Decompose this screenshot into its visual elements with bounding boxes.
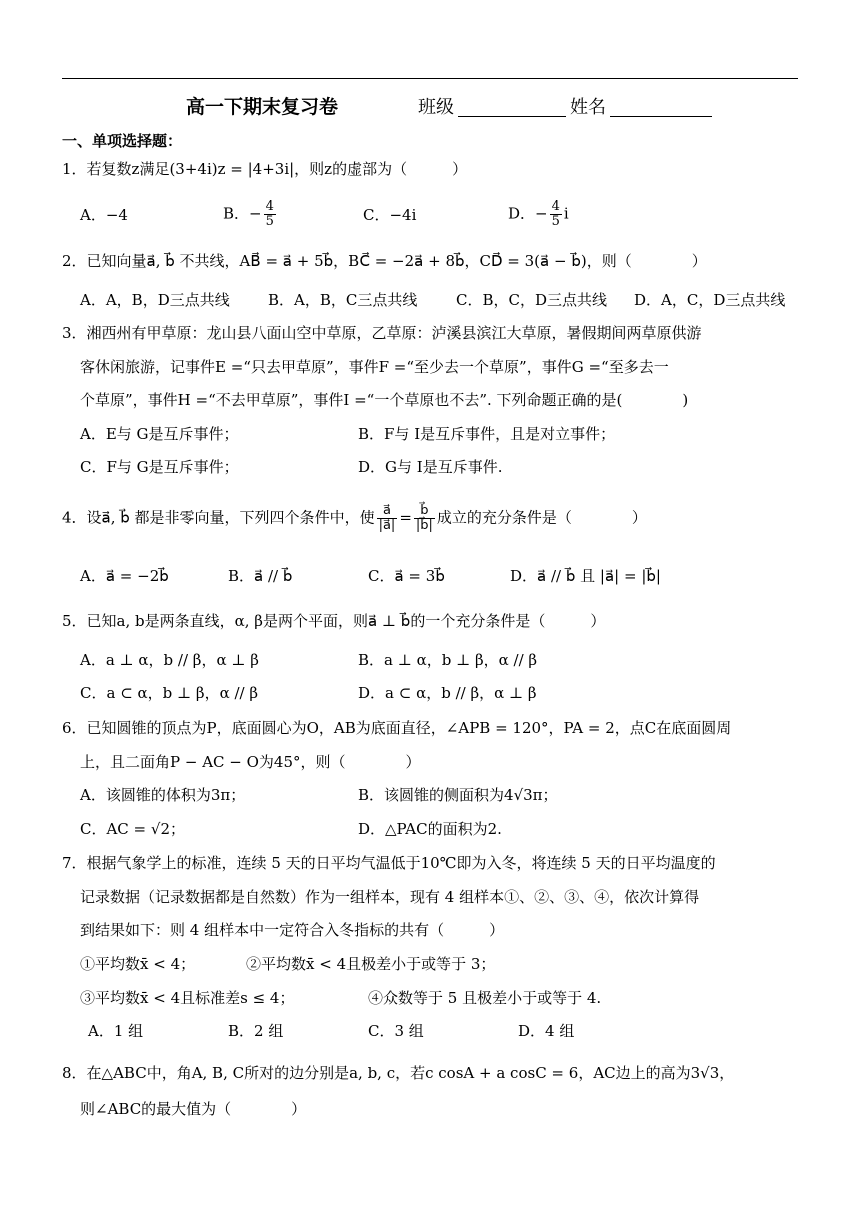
question-4-stem-suffix: 成立的充分条件是（ ） (436, 508, 647, 527)
question-3-option-a: A．E与 G是互斥事件； (80, 425, 239, 443)
question-4-option-a: A．a⃗ = −2b⃗ (80, 567, 169, 585)
name-blank (610, 116, 712, 117)
question-2-option-d: D．A，C，D三点共线 (634, 291, 786, 309)
question-7-option-b: B．2 组 (228, 1022, 284, 1040)
question-3-line-1: 3．湘西州有甲草原：龙山县八面山空中草原，乙草原：泸溪县滨江大草原，暑假期间两草原供游 (62, 324, 702, 342)
question-1-option-b (223, 200, 278, 229)
question-2-option-a: A．A，B，D三点共线 (80, 291, 230, 309)
class-blank (458, 116, 566, 117)
class-label: 班级 (418, 97, 454, 118)
question-3-option-d: D．G与 I是互斥事件. (358, 458, 503, 476)
question-7-item-3: ③平均数x̄ < 4且标准差s ≤ 4； (80, 989, 295, 1007)
question-7-line-1: 7．根据气象学上的标准，连续 5 天的日平均气温低于10℃即为入冬，将连续 5 天的日平均温度的 (62, 854, 716, 872)
question-7-option-d: D．4 组 (518, 1022, 575, 1040)
question-4-stem-prefix: 4．设a⃗, b⃗ 都是非零向量，下列四个条件中，使 (62, 508, 375, 527)
question-1-option-b-prefix: B．− (223, 204, 262, 223)
question-7-option-c: C．3 组 (368, 1022, 424, 1040)
question-1-option-d (508, 200, 569, 229)
question-3-line-3: 个草原”，事件H =“不去甲草原”，事件I =“一个草原也不去”. 下列命题正确的是( ) (80, 391, 689, 409)
question-1-stem: 1．若复数z满足(3+4i)z = |4+3i|，则z的虚部为（ ） (62, 160, 468, 178)
question-5-option-a: A．a ⊥ α，b // β，α ⊥ β (80, 651, 259, 669)
fraction-denominator: |a⃗| (378, 518, 396, 533)
question-1-option-d-fraction (550, 200, 562, 229)
question-8-line-2: 则∠ABC的最大值为（ ） (80, 1100, 307, 1118)
question-2-stem: 2．已知向量a⃗, b⃗ 不共线，AB⃗ = a⃗ + 5b⃗，BC⃗ = −2a⃗ + 8b⃗，CD⃗ = 3(a⃗ − b⃗)，则（ ） (62, 252, 707, 270)
fraction-numerator: a⃗ (377, 504, 398, 519)
question-7-line-2: 记录数据（记录数据都是自然数）作为一组样本，现有 4 组样本①、②、③、④，依次计算得 (80, 888, 700, 906)
fraction-denominator: 5 (551, 214, 560, 229)
question-4-fraction-a (377, 504, 398, 533)
question-7-line-3: 到结果如下：则 4 组样本中一定符合入冬指标的共有（ ） (80, 921, 505, 939)
question-6-option-d: D．△PAC的面积为2. (358, 820, 502, 838)
question-6-option-b: B．该圆锥的侧面积为4√3π； (358, 786, 558, 804)
question-5-option-c: C．a ⊂ α，b ⊥ β，α // β (80, 684, 259, 702)
name-label: 姓名 (570, 97, 606, 118)
question-5-option-b: B．a ⊥ α，b ⊥ β，α // β (358, 651, 538, 669)
question-2-option-c: C．B，C，D三点共线 (456, 291, 608, 309)
question-4-fraction-b (414, 504, 435, 533)
question-4-stem (62, 504, 647, 533)
header (0, 92, 860, 122)
fraction-numerator: b⃗ (414, 504, 435, 519)
question-1-option-c: C．−4i (363, 206, 417, 224)
question-6-line-1: 6．已知圆锥的顶点为P，底面圆心为O，AB为底面直径，∠APB = 120°，PA = 2，点C在底面圆周 (62, 719, 732, 737)
question-1-option-b-fraction (264, 200, 276, 229)
fraction-denominator: |b⃗| (415, 518, 433, 533)
question-4-option-c: C．a⃗ = 3b⃗ (368, 567, 445, 585)
question-5-option-d: D．a ⊂ α，b // β，α ⊥ β (358, 684, 537, 702)
question-6-option-c: C．AC = √2； (80, 820, 185, 838)
question-6-option-a: A．该圆锥的体积为3π； (80, 786, 246, 804)
question-3-line-2: 客休闲旅游，记事件E =“只去甲草原”，事件F =“至少去一个草原”，事件G =“至多去一 (80, 358, 669, 376)
question-2-option-b: B．A，B，C三点共线 (268, 291, 418, 309)
question-5-stem: 5．已知a, b是两条直线，α, β是两个平面，则a⃗ ⊥ b⃗的一个充分条件是（ ） (62, 612, 606, 630)
question-1-option-a: A．−4 (80, 206, 128, 224)
question-7-option-a: A．1 组 (88, 1022, 144, 1040)
question-4-equals: = (399, 508, 412, 527)
question-8-line-1: 8．在△ABC中，角A, B, C所对的边分别是a, b, c，若c cosA + a cosC = 6，AC边上的高为3√3， (62, 1064, 735, 1082)
fraction-denominator: 5 (265, 214, 274, 229)
question-3-option-b: B．F与 I是互斥事件，且是对立事件； (358, 425, 616, 443)
question-1-option-d-prefix: D．− (508, 204, 548, 223)
question-4-option-b: B．a⃗ // b⃗ (228, 567, 293, 585)
question-7-item-4: ④众数等于 5 且极差小于或等于 4. (368, 989, 602, 1007)
question-4-option-d: D．a⃗ // b⃗ 且 |a⃗| = |b⃗| (510, 567, 661, 585)
question-6-line-2: 上，且二面角P − AC − O为45°，则（ ） (80, 753, 421, 771)
page-title: 高一下期末复习卷 (186, 96, 339, 118)
question-7-item-2: ②平均数x̄ < 4且极差小于或等于 3； (246, 955, 496, 973)
question-1-option-d-suffix: i (563, 204, 569, 223)
fraction-numerator: 4 (265, 199, 274, 214)
question-7-item-1: ①平均数x̄ < 4； (80, 955, 196, 973)
header-rule (62, 78, 798, 79)
fraction-numerator: 4 (551, 199, 560, 214)
section-title: 一、单项选择题： (62, 132, 183, 150)
question-3-option-c: C．F与 G是互斥事件； (80, 458, 239, 476)
